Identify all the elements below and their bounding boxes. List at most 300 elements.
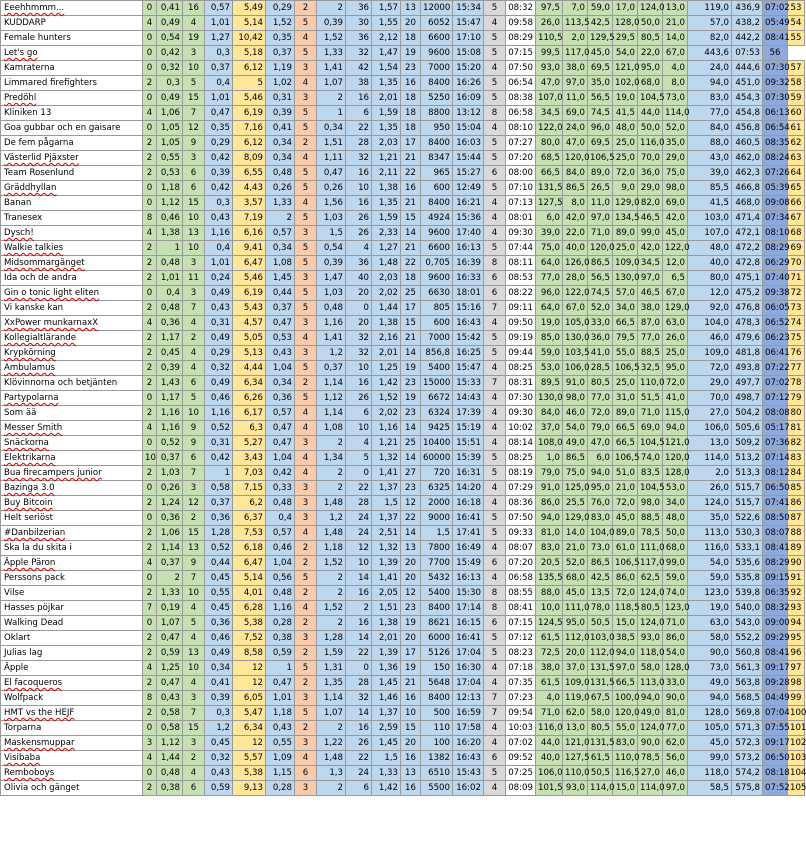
data-cell[interactable]: 5 <box>183 391 205 406</box>
data-cell[interactable]: 0,31 <box>266 91 295 106</box>
data-cell[interactable]: 0,48 <box>317 301 346 316</box>
data-cell[interactable]: 0 <box>143 391 157 406</box>
data-cell[interactable]: 4 <box>295 31 317 46</box>
data-cell[interactable]: 35,0 <box>588 76 613 91</box>
data-cell[interactable]: 56,5 <box>588 271 613 286</box>
data-cell[interactable]: 75,0 <box>563 466 588 481</box>
data-cell[interactable]: 39,0 <box>688 166 732 181</box>
data-cell[interactable]: 2000 <box>421 496 453 511</box>
data-cell[interactable]: 66,5 <box>613 436 638 451</box>
data-cell[interactable]: 90,0 <box>638 736 663 751</box>
data-cell[interactable]: 5 <box>295 706 317 721</box>
data-cell[interactable]: 22 <box>346 751 372 766</box>
data-cell[interactable]: 493,8 <box>732 361 763 376</box>
data-cell[interactable]: 13 <box>183 226 205 241</box>
data-cell[interactable]: 0,42 <box>205 181 233 196</box>
data-cell[interactable]: 90,0 <box>663 691 688 706</box>
data-cell[interactable]: 0,37 <box>317 361 346 376</box>
data-cell[interactable]: 4 <box>295 151 317 166</box>
data-cell[interactable]: 2 <box>143 676 157 691</box>
data-cell[interactable]: 856,8 <box>421 346 453 361</box>
data-cell[interactable]: 1,28 <box>317 631 346 646</box>
data-cell[interactable]: 950 <box>421 121 453 136</box>
data-cell[interactable]: 17,0 <box>613 1 638 16</box>
data-cell[interactable]: 86,5 <box>588 556 613 571</box>
data-cell[interactable]: 16 <box>401 781 421 796</box>
data-cell[interactable]: 78,5 <box>638 526 663 541</box>
data-cell[interactable]: 1,43 <box>157 376 183 391</box>
data-cell[interactable]: 15:47 <box>453 16 484 31</box>
data-cell[interactable]: 06:54 <box>506 76 536 91</box>
data-cell[interactable]: 88,5 <box>638 511 663 526</box>
data-cell[interactable]: 0,39 <box>317 256 346 271</box>
data-cell[interactable]: 0,39 <box>205 166 233 181</box>
data-cell[interactable]: 0,55 <box>157 151 183 166</box>
data-cell[interactable]: 20,0 <box>563 646 588 661</box>
data-cell[interactable]: 4 <box>143 16 157 31</box>
data-cell[interactable]: 20 <box>346 316 372 331</box>
data-cell[interactable]: 5 <box>183 616 205 631</box>
data-cell[interactable]: 19 <box>401 616 421 631</box>
data-cell[interactable]: 56,5 <box>588 91 613 106</box>
data-cell[interactable]: 7,52 <box>233 631 266 646</box>
data-cell[interactable]: 1,03 <box>317 286 346 301</box>
data-cell[interactable]: 530,3 <box>732 526 763 541</box>
data-cell[interactable]: 32 <box>346 346 372 361</box>
data-cell[interactable]: 6,2 <box>233 496 266 511</box>
data-cell[interactable]: 72,0 <box>688 361 732 376</box>
data-cell[interactable]: 1,07 <box>157 616 183 631</box>
data-cell[interactable]: 103,0 <box>688 211 732 226</box>
team-name-cell[interactable]: Remboboys <box>1 766 143 781</box>
data-cell[interactable]: 13,0 <box>663 1 688 16</box>
data-cell[interactable]: 2,03 <box>372 136 401 151</box>
data-cell[interactable]: 1,12 <box>157 196 183 211</box>
data-cell[interactable]: 0,37 <box>266 301 295 316</box>
data-cell[interactable]: 13 <box>401 541 421 556</box>
data-cell[interactable]: 124,0 <box>638 586 663 601</box>
data-cell[interactable]: 1,38 <box>372 316 401 331</box>
data-cell[interactable]: 06:29 <box>763 256 788 271</box>
team-name-cell[interactable]: Let's go <box>1 46 143 61</box>
data-cell[interactable]: 5 <box>484 766 506 781</box>
team-name-cell[interactable]: XxPower munkarnaxX <box>1 316 143 331</box>
data-cell[interactable]: 500 <box>421 706 453 721</box>
data-cell[interactable]: 97,0 <box>663 781 688 796</box>
data-cell[interactable]: 456,8 <box>732 121 763 136</box>
data-cell[interactable]: 5400 <box>421 361 453 376</box>
data-cell[interactable]: 67,0 <box>663 286 688 301</box>
team-name-cell[interactable]: Vilse <box>1 586 143 601</box>
data-cell[interactable]: 57,0 <box>688 16 732 31</box>
data-cell[interactable]: 10400 <box>421 436 453 451</box>
data-cell[interactable]: 3 <box>295 61 317 76</box>
data-cell[interactable]: 97,0 <box>563 76 588 91</box>
data-cell[interactable]: 7700 <box>421 556 453 571</box>
data-cell[interactable]: 67 <box>788 211 805 226</box>
data-cell[interactable]: 15:27 <box>453 166 484 181</box>
data-cell[interactable]: 16:30 <box>453 661 484 676</box>
data-cell[interactable]: 19,0 <box>536 316 563 331</box>
data-cell[interactable]: 478,3 <box>732 316 763 331</box>
data-cell[interactable]: 05:49 <box>763 16 788 31</box>
data-cell[interactable]: 109,0 <box>688 346 732 361</box>
data-cell[interactable]: 34,0 <box>663 496 688 511</box>
data-cell[interactable]: 0,36 <box>157 316 183 331</box>
data-cell[interactable]: 497,7 <box>732 376 763 391</box>
data-cell[interactable]: 20 <box>401 556 421 571</box>
data-cell[interactable]: 22 <box>401 166 421 181</box>
data-cell[interactable]: 6,18 <box>233 541 266 556</box>
data-cell[interactable]: 1,32 <box>372 541 401 556</box>
data-cell[interactable]: 0,42 <box>205 151 233 166</box>
data-cell[interactable]: 0,49 <box>205 646 233 661</box>
data-cell[interactable]: 1,07 <box>317 706 346 721</box>
data-cell[interactable]: 45,0 <box>563 586 588 601</box>
data-cell[interactable]: 16:13 <box>453 241 484 256</box>
data-cell[interactable]: 0,26 <box>266 181 295 196</box>
data-cell[interactable]: 5 <box>484 526 506 541</box>
data-cell[interactable]: 07:35 <box>506 676 536 691</box>
data-cell[interactable]: 54,0 <box>563 421 588 436</box>
data-cell[interactable]: 5 <box>484 331 506 346</box>
data-cell[interactable]: 61,0 <box>613 541 638 556</box>
data-cell[interactable]: 1,52 <box>317 31 346 46</box>
data-cell[interactable]: 515,7 <box>732 481 763 496</box>
data-cell[interactable]: 5,47 <box>233 706 266 721</box>
data-cell[interactable]: 15 <box>183 196 205 211</box>
data-cell[interactable]: 7,19 <box>233 211 266 226</box>
data-cell[interactable]: 1,33 <box>372 766 401 781</box>
data-cell[interactable]: 6 <box>183 451 205 466</box>
data-cell[interactable]: 07:50 <box>506 61 536 76</box>
data-cell[interactable]: 70 <box>788 256 805 271</box>
data-cell[interactable]: 6 <box>183 781 205 796</box>
data-cell[interactable]: 50,5 <box>588 766 613 781</box>
data-cell[interactable]: 451,0 <box>732 76 763 91</box>
data-cell[interactable]: 51,0 <box>613 466 638 481</box>
data-cell[interactable]: 476,8 <box>732 301 763 316</box>
data-cell[interactable]: 91,0 <box>563 376 588 391</box>
data-cell[interactable]: 66,5 <box>613 421 638 436</box>
data-cell[interactable]: 5,38 <box>233 766 266 781</box>
data-cell[interactable]: 08:08 <box>763 406 788 421</box>
data-cell[interactable]: 0,55 <box>205 586 233 601</box>
data-cell[interactable]: 2 <box>143 406 157 421</box>
data-cell[interactable]: 0,46 <box>205 631 233 646</box>
data-cell[interactable]: 14 <box>401 526 421 541</box>
data-cell[interactable]: 10:02 <box>506 421 536 436</box>
data-cell[interactable]: 1,37 <box>372 511 401 526</box>
data-cell[interactable]: 0 <box>143 766 157 781</box>
data-cell[interactable]: 9425 <box>421 421 453 436</box>
data-cell[interactable]: 124,5 <box>536 616 563 631</box>
data-cell[interactable]: 40,0 <box>563 241 588 256</box>
data-cell[interactable]: 0,57 <box>266 406 295 421</box>
data-cell[interactable]: 36,0 <box>588 331 613 346</box>
data-cell[interactable]: 26,0 <box>688 481 732 496</box>
data-cell[interactable]: 95,0 <box>638 61 663 76</box>
data-cell[interactable]: 89,0 <box>613 526 638 541</box>
data-cell[interactable]: 58 <box>788 76 805 91</box>
data-cell[interactable]: 0,52 <box>205 421 233 436</box>
data-cell[interactable]: 3 <box>183 46 205 61</box>
data-cell[interactable]: 16:25 <box>453 346 484 361</box>
data-cell[interactable]: 41,5 <box>613 106 638 121</box>
data-cell[interactable]: 7 <box>484 301 506 316</box>
data-cell[interactable]: 2 <box>295 676 317 691</box>
data-cell[interactable]: 88,5 <box>638 346 663 361</box>
data-cell[interactable]: 4 <box>295 451 317 466</box>
data-cell[interactable]: 96 <box>788 646 805 661</box>
data-cell[interactable]: 129,0 <box>663 301 688 316</box>
data-cell[interactable]: 26,0 <box>663 331 688 346</box>
data-cell[interactable]: 10 <box>183 241 205 256</box>
data-cell[interactable]: 57,0 <box>613 286 638 301</box>
data-cell[interactable]: 4 <box>484 121 506 136</box>
data-cell[interactable]: 6324 <box>421 406 453 421</box>
data-cell[interactable]: 4 <box>484 541 506 556</box>
data-cell[interactable]: 14 <box>346 706 372 721</box>
data-cell[interactable]: 572,3 <box>732 736 763 751</box>
data-cell[interactable]: 128,0 <box>688 706 732 721</box>
data-cell[interactable]: 5 <box>295 46 317 61</box>
data-cell[interactable]: 4 <box>143 556 157 571</box>
data-cell[interactable]: 0,41 <box>205 676 233 691</box>
data-cell[interactable]: 06:35 <box>763 586 788 601</box>
data-cell[interactable]: 1,16 <box>205 406 233 421</box>
data-cell[interactable]: 86,0 <box>663 631 688 646</box>
data-cell[interactable]: 54 <box>788 16 805 31</box>
data-cell[interactable]: 99,5 <box>536 46 563 61</box>
data-cell[interactable]: 58,5 <box>688 781 732 796</box>
data-cell[interactable]: 1,02 <box>266 76 295 91</box>
data-cell[interactable]: 112,0 <box>563 631 588 646</box>
data-cell[interactable]: 110,0 <box>638 376 663 391</box>
data-cell[interactable]: 600 <box>421 316 453 331</box>
data-cell[interactable]: 4,43 <box>233 181 266 196</box>
data-cell[interactable]: 28,0 <box>563 271 588 286</box>
data-cell[interactable]: 73,0 <box>688 661 732 676</box>
data-cell[interactable]: 1,27 <box>205 31 233 46</box>
data-cell[interactable]: 16:18 <box>453 496 484 511</box>
data-cell[interactable]: 09:54 <box>506 706 536 721</box>
data-cell[interactable]: 98,0 <box>563 391 588 406</box>
data-cell[interactable]: 16:26 <box>453 76 484 91</box>
data-cell[interactable]: 53 <box>788 1 805 16</box>
data-cell[interactable]: 55,0 <box>613 346 638 361</box>
data-cell[interactable]: 6600 <box>421 241 453 256</box>
data-cell[interactable]: 15:49 <box>453 556 484 571</box>
data-cell[interactable]: 5500 <box>421 781 453 796</box>
data-cell[interactable]: 5 <box>484 646 506 661</box>
data-cell[interactable]: 116,0 <box>638 136 663 151</box>
data-cell[interactable]: 08:25 <box>506 451 536 466</box>
data-cell[interactable]: 131,5 <box>588 676 613 691</box>
data-cell[interactable]: 70,0 <box>688 391 732 406</box>
data-cell[interactable]: 86,0 <box>613 571 638 586</box>
data-cell[interactable]: 0,705 <box>421 256 453 271</box>
team-name-cell[interactable]: Eeehhmmm... <box>1 1 143 16</box>
data-cell[interactable]: 83,0 <box>613 736 638 751</box>
data-cell[interactable]: 8 <box>484 586 506 601</box>
data-cell[interactable]: 89 <box>788 541 805 556</box>
data-cell[interactable]: 15:33 <box>453 376 484 391</box>
data-cell[interactable]: 19 <box>401 46 421 61</box>
data-cell[interactable]: 0,57 <box>205 1 233 16</box>
data-cell[interactable]: 22 <box>401 256 421 271</box>
team-name-cell[interactable]: Predöhl <box>1 91 143 106</box>
data-cell[interactable]: 6 <box>484 271 506 286</box>
data-cell[interactable]: 2 <box>143 361 157 376</box>
data-cell[interactable]: 67,0 <box>663 46 688 61</box>
data-cell[interactable]: 16 <box>346 91 372 106</box>
data-cell[interactable]: 09:29 <box>763 631 788 646</box>
data-cell[interactable]: 93,0 <box>563 781 588 796</box>
data-cell[interactable]: 513,2 <box>732 451 763 466</box>
data-cell[interactable]: 1,31 <box>317 661 346 676</box>
data-cell[interactable]: 0 <box>143 286 157 301</box>
data-cell[interactable]: 1,33 <box>317 46 346 61</box>
team-name-cell[interactable]: Tranesex <box>1 211 143 226</box>
data-cell[interactable]: 07:12 <box>506 631 536 646</box>
data-cell[interactable]: 1,5 <box>372 496 401 511</box>
data-cell[interactable]: 2 <box>317 436 346 451</box>
data-cell[interactable]: 55,0 <box>613 721 638 736</box>
data-cell[interactable]: 45,0 <box>688 736 732 751</box>
data-cell[interactable]: 0,37 <box>157 451 183 466</box>
data-cell[interactable]: 0,52 <box>205 541 233 556</box>
data-cell[interactable]: 31,0 <box>613 391 638 406</box>
team-name-cell[interactable]: Klövinnorna och betjänten <box>1 376 143 391</box>
data-cell[interactable]: 18 <box>401 91 421 106</box>
data-cell[interactable]: 2 <box>143 136 157 151</box>
data-cell[interactable]: 118,0 <box>688 766 732 781</box>
data-cell[interactable]: 1,25 <box>157 661 183 676</box>
data-cell[interactable]: 80,0 <box>688 271 732 286</box>
data-cell[interactable]: 10 <box>143 451 157 466</box>
data-cell[interactable]: 15:44 <box>453 151 484 166</box>
data-cell[interactable]: 0 <box>346 661 372 676</box>
data-cell[interactable]: 5,49 <box>233 1 266 16</box>
data-cell[interactable]: 1,16 <box>205 226 233 241</box>
data-cell[interactable]: 08:22 <box>506 286 536 301</box>
data-cell[interactable]: 10:03 <box>506 721 536 736</box>
data-cell[interactable]: 09:17 <box>763 736 788 751</box>
data-cell[interactable]: 6,34 <box>233 721 266 736</box>
data-cell[interactable]: 129,5 <box>588 31 613 46</box>
data-cell[interactable]: 49,0 <box>638 706 663 721</box>
data-cell[interactable]: 97,5 <box>536 1 563 16</box>
data-cell[interactable]: 114,0 <box>663 106 688 121</box>
data-cell[interactable]: 06:41 <box>763 346 788 361</box>
data-cell[interactable]: 36 <box>346 1 372 16</box>
data-cell[interactable]: 71,0 <box>588 226 613 241</box>
data-cell[interactable]: 62,5 <box>638 571 663 586</box>
data-cell[interactable]: 5 <box>484 631 506 646</box>
data-cell[interactable]: 1,52 <box>372 391 401 406</box>
data-cell[interactable]: 1,41 <box>372 571 401 586</box>
data-cell[interactable]: 1,16 <box>266 601 295 616</box>
data-cell[interactable]: 84,0 <box>688 121 732 136</box>
data-cell[interactable]: 19 <box>401 661 421 676</box>
data-cell[interactable]: 07:44 <box>506 241 536 256</box>
data-cell[interactable]: 76 <box>788 346 805 361</box>
data-cell[interactable]: 130,0 <box>613 271 638 286</box>
data-cell[interactable]: 1,2 <box>317 511 346 526</box>
data-cell[interactable]: 6 <box>295 766 317 781</box>
data-cell[interactable]: 79,5 <box>613 331 638 346</box>
data-cell[interactable]: 86,5 <box>563 181 588 196</box>
data-cell[interactable]: 1,56 <box>317 196 346 211</box>
data-cell[interactable]: 3,57 <box>233 196 266 211</box>
data-cell[interactable]: 16:43 <box>453 316 484 331</box>
data-cell[interactable]: 12 <box>233 736 266 751</box>
data-cell[interactable]: 0,29 <box>266 1 295 16</box>
data-cell[interactable]: 4 <box>484 571 506 586</box>
data-cell[interactable]: 14 <box>401 421 421 436</box>
data-cell[interactable]: 16 <box>346 586 372 601</box>
data-cell[interactable]: 0,52 <box>157 436 183 451</box>
data-cell[interactable]: 1,05 <box>157 136 183 151</box>
data-cell[interactable]: 58,0 <box>638 661 663 676</box>
data-cell[interactable]: 8 <box>484 601 506 616</box>
data-cell[interactable]: 4 <box>484 211 506 226</box>
data-cell[interactable]: 77,0 <box>638 331 663 346</box>
data-cell[interactable]: 110,0 <box>613 751 638 766</box>
data-cell[interactable]: 13,5 <box>588 586 613 601</box>
data-cell[interactable]: 61,5 <box>536 631 563 646</box>
data-cell[interactable]: 2,02 <box>372 286 401 301</box>
data-cell[interactable]: 7 <box>484 376 506 391</box>
data-cell[interactable]: 7 <box>183 106 205 121</box>
data-cell[interactable]: 6052 <box>421 16 453 31</box>
data-cell[interactable]: 4 <box>484 226 506 241</box>
data-cell[interactable]: 59,0 <box>536 346 563 361</box>
data-cell[interactable]: 10 <box>183 211 205 226</box>
data-cell[interactable]: 08:00 <box>506 166 536 181</box>
data-cell[interactable]: 0,37 <box>205 496 233 511</box>
data-cell[interactable]: 6,0 <box>588 451 613 466</box>
data-cell[interactable]: 66,5 <box>613 676 638 691</box>
data-cell[interactable]: 54,0 <box>663 646 688 661</box>
data-cell[interactable]: 0 <box>143 181 157 196</box>
data-cell[interactable]: 4 <box>143 661 157 676</box>
data-cell[interactable]: 106,5 <box>613 361 638 376</box>
data-cell[interactable]: 4 <box>295 196 317 211</box>
data-cell[interactable]: 30 <box>346 16 372 31</box>
data-cell[interactable]: 07:55 <box>763 721 788 736</box>
data-cell[interactable]: 5 <box>484 46 506 61</box>
team-name-cell[interactable]: Olivia och gänget <box>1 781 143 796</box>
data-cell[interactable]: 13 <box>401 1 421 16</box>
data-cell[interactable]: 5 <box>484 91 506 106</box>
data-cell[interactable]: 5,27 <box>233 436 266 451</box>
data-cell[interactable]: 462,0 <box>732 151 763 166</box>
data-cell[interactable]: 15:16 <box>453 301 484 316</box>
data-cell[interactable]: 5 <box>484 241 506 256</box>
data-cell[interactable]: 1,47 <box>317 271 346 286</box>
team-name-cell[interactable]: Torparna <box>1 721 143 736</box>
data-cell[interactable]: 1,06 <box>157 106 183 121</box>
data-cell[interactable]: 94,0 <box>613 646 638 661</box>
data-cell[interactable]: 0,3 <box>205 196 233 211</box>
data-cell[interactable]: 52,0 <box>563 556 588 571</box>
data-cell[interactable]: 16:41 <box>453 631 484 646</box>
data-cell[interactable]: 0,38 <box>266 631 295 646</box>
data-cell[interactable]: 88 <box>788 526 805 541</box>
data-cell[interactable]: 08:24 <box>763 151 788 166</box>
